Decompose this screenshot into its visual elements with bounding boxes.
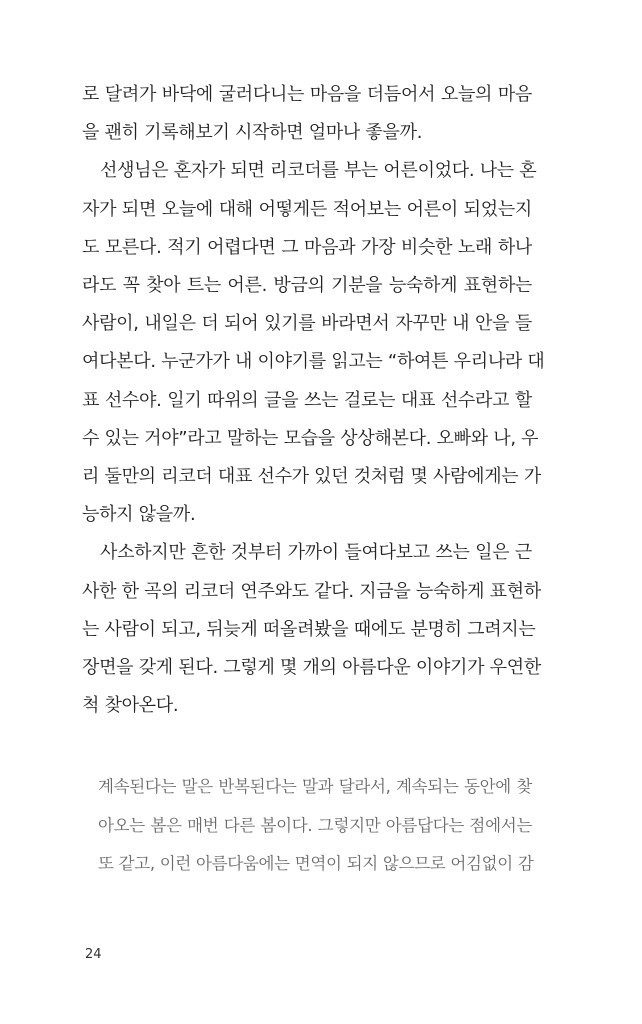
body-line: 선생님은 혼자가 되면 리코더를 부는 어른이었다. 나는 혼 bbox=[100, 160, 537, 182]
body-line: 도 모른다. 적기 어렵다면 그 마음과 가장 비슷한 노래 하나 bbox=[82, 236, 532, 258]
page-number: 24 bbox=[85, 947, 102, 962]
quote-line: 계속된다는 말은 반복된다는 말과 달라서, 계속되는 동안에 찾 bbox=[98, 777, 532, 796]
body-line: 여다본다. 누군가가 내 이야기를 읽고는 “하여튼 우리나라 대 bbox=[82, 351, 545, 373]
body-line: 척 찾아온다. bbox=[82, 695, 179, 717]
body-line: 사한 한 곡의 리코더 연주와도 같다. 지금을 능숙하게 표현하 bbox=[82, 580, 541, 602]
body-line: 로 달려가 바닥에 굴러다니는 마음을 더듬어서 오늘의 마음 bbox=[82, 84, 532, 105]
body-line: 능하지 않을까. bbox=[82, 504, 196, 526]
body-line: 사람이, 내일은 더 되어 있기를 바라면서 자꾸만 내 안을 들 bbox=[82, 313, 532, 335]
body-line: 표 선수야. 일기 따위의 글을 쓰는 걸로는 대표 선수라고 할 bbox=[82, 389, 532, 411]
body-line: 수 있는 거야”라고 말하는 모습을 상상해본다. 오빠와 나, 우 bbox=[82, 427, 539, 449]
body-line: 자가 되면 오늘에 대해 어떻게든 적어보는 어른이 되었는지 bbox=[82, 198, 532, 220]
body-line: 라도 꼭 찾아 트는 어른. 방금의 기분을 능숙하게 표현하는 bbox=[82, 275, 532, 296]
body-line: 사소하지만 흔한 것부터 가까이 들여다보고 쓰는 일은 근 bbox=[100, 542, 532, 564]
body-line: 는 사람이 되고, 뒤늦게 떠올려봤을 때에도 분명히 그려지는 bbox=[82, 618, 536, 640]
quote-line: 또 같고, 이런 아름다움에는 면역이 되지 않으므로 어김없이 감 bbox=[98, 854, 534, 873]
body-line: 을 괜히 기록해보기 시작하면 얼마나 좋을까. bbox=[82, 122, 423, 144]
body-line: 장면을 갖게 된다. 그렇게 몇 개의 아름다운 이야기가 우연한 bbox=[82, 657, 541, 678]
quote-line: 아오는 봄은 매번 다른 봄이다. 그렇지만 아름답다는 점에서는 bbox=[98, 815, 532, 835]
body-line: 리 둘만의 리코더 대표 선수가 있던 것처럼 몇 사람에게는 가 bbox=[82, 466, 541, 487]
